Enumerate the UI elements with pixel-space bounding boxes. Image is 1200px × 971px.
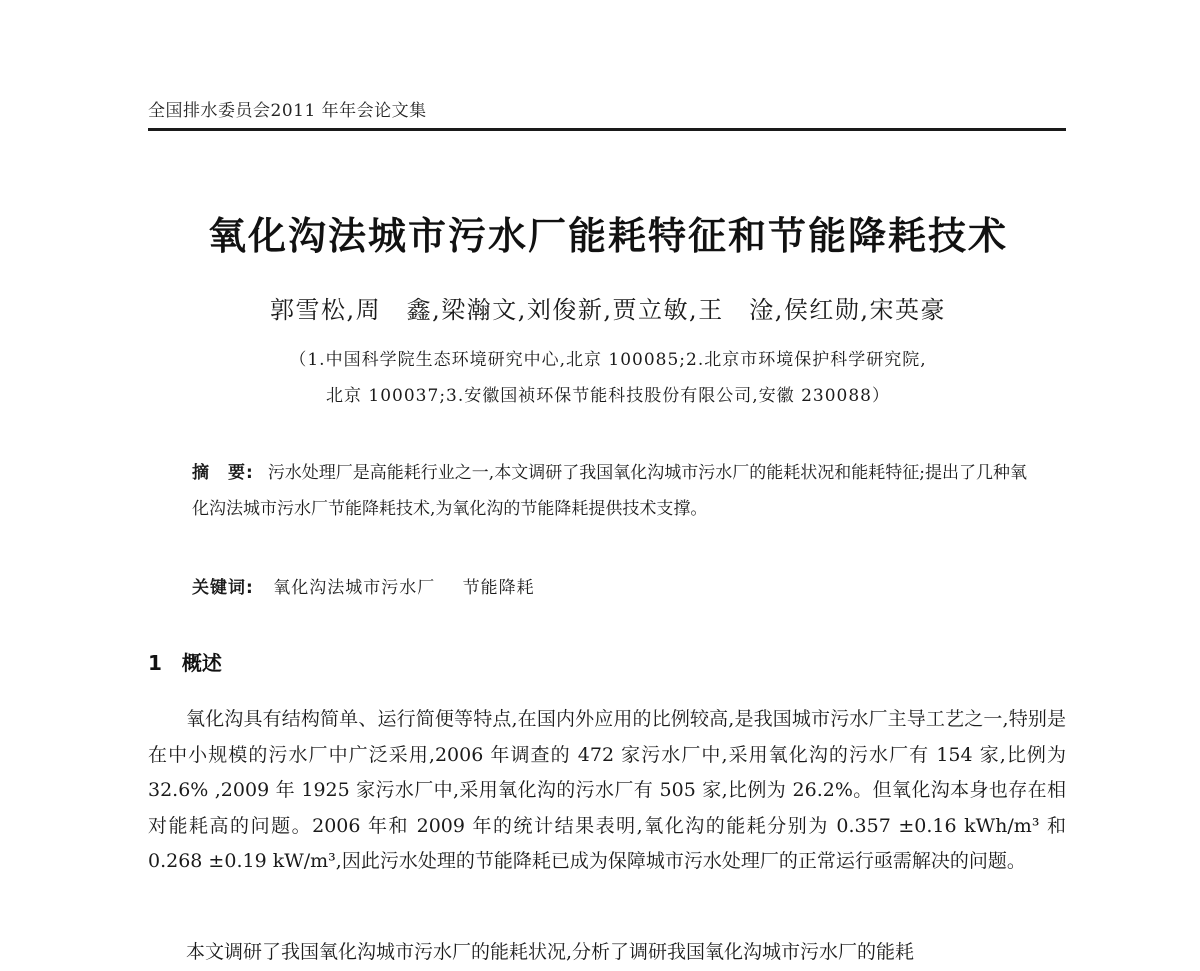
keyword: 氧化沟法城市污水厂	[273, 578, 436, 598]
running-header: 全国排水委员会2011 年年会论文集	[148, 101, 427, 121]
section-title: 概述	[181, 651, 222, 675]
keywords	[192, 573, 557, 598]
paper-title: 氧化沟法城市污水厂能耗特征和节能降耗技术	[207, 214, 1008, 258]
abstract-text: 污水处理厂是高能耗行业之一,本文调研了我国氧化沟城市污水厂的能耗状况和能耗特征;提出了几种氧化沟法城市污水厂节能降耗技术,为氧化沟的节能降耗提供技术支撑。	[192, 463, 1027, 519]
abstract	[192, 455, 1032, 527]
author-list: 郭雪松,周 鑫,梁瀚文,刘俊新,贾立敏,王 淦,侯红勋,宋英豪	[270, 296, 946, 324]
section-number: 1	[148, 651, 162, 675]
affiliation-line-1: （1.中国科学院生态环境研究中心,北京 100085;2.北京市环境保护科学研究院,	[289, 350, 927, 370]
affiliation-line-2: 北京 100037;3.安徽国祯环保节能科技股份有限公司,安徽 230088）	[326, 386, 890, 406]
keywords-label: 关键词:	[192, 578, 254, 598]
header-rule	[148, 128, 1066, 131]
body-paragraph: 氧化沟具有结构简单、运行简便等特点,在国内外应用的比例较高,是我国城市污水厂主导工艺之一,特别是在中小规模的污水厂中广泛采用,2006 年调查的 472 家污水厂中,采用氧化沟的污水厂有 154 家,比例为 32.6% ,2009 年 1925 家污水厂中,采用氧化沟的污水厂有 505 家,比例为 26.2%。但氧化沟本身也存在相对能耗高的问题。2006 年和 2009 年的统计结果表明,氧化沟的能耗分别为 0.357 ±0.16 kWh/m³ 和 0.268 ±0.19 kW/m³,因此污水处理的节能降耗已成为保障城市污水处理厂的正常运行亟需解决的问题。	[148, 708, 1066, 872]
abstract-label: 摘 要:	[192, 463, 254, 483]
keyword: 节能降耗	[462, 578, 535, 598]
section-heading	[148, 647, 222, 676]
body-paragraph-partial: 本文调研了我国氧化沟城市污水厂的能耗状况,分析了调研我国氧化沟城市污水厂的能耗	[186, 941, 915, 963]
